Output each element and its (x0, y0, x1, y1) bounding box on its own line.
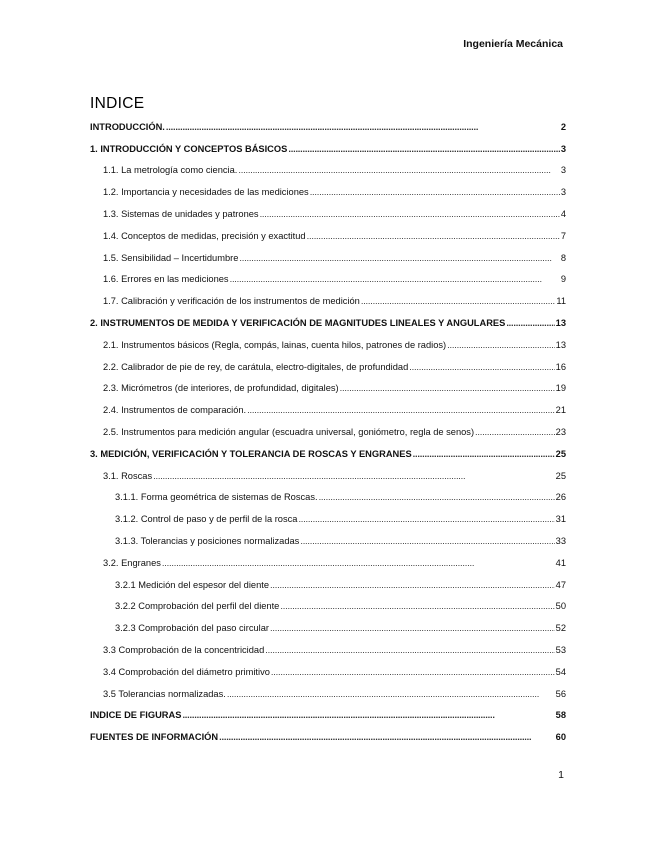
toc-entry-page: 3 (560, 143, 566, 154)
toc-entry-page: 11 (556, 296, 566, 307)
toc-dot-leader (280, 601, 554, 611)
toc-entry[interactable] (90, 334, 566, 356)
toc-dot-leader (310, 187, 560, 197)
toc-entry-page: 33 (555, 536, 566, 547)
toc-entry[interactable] (90, 290, 566, 312)
toc-entry-page: 47 (555, 579, 566, 590)
toc-entry-title: 3.1.2. Control de paso y de perfil de la rosca (115, 514, 298, 525)
toc-entry-page: 50 (555, 601, 566, 612)
toc-dot-leader (340, 383, 555, 393)
toc-entry[interactable] (90, 530, 566, 552)
toc-entry-title: 2. INSTRUMENTOS DE MEDIDA Y VERIFICACIÓN DE MAGNITUDES LINEALES Y ANGULARES (90, 318, 506, 329)
toc-entry-title: 3.2.2 Comprobación del perfil del diente (115, 601, 280, 612)
toc-dot-leader (409, 362, 554, 372)
toc-entry-page: 3 (560, 165, 566, 176)
toc-entry-page: 13 (555, 339, 566, 350)
toc-dot-leader (413, 449, 555, 459)
toc-entry-title: 3.1.1. Forma geométrica de sistemas de Roscas. (115, 492, 318, 503)
toc-entry[interactable] (90, 269, 566, 291)
toc-entry-title: 1.7. Calibración y verificación de los instrumentos de medición (103, 296, 360, 307)
toc-entry[interactable] (90, 465, 566, 487)
toc-entry-page: 4 (560, 209, 566, 220)
toc-entry[interactable] (90, 421, 566, 443)
toc-dot-leader (227, 689, 555, 699)
toc-entry-page: 13 (555, 318, 566, 329)
toc-entry[interactable] (90, 552, 566, 574)
toc-dot-leader (260, 209, 560, 219)
toc-entry[interactable] (90, 683, 566, 705)
toc-entry-title: 2.4. Instrumentos de comparación. (103, 405, 247, 416)
toc-dot-leader (447, 340, 555, 350)
toc-title: INDICE (90, 95, 145, 112)
toc-dot-leader (238, 165, 559, 175)
toc-entry-page: 25 (555, 448, 566, 459)
toc-entry-title: 1.5. Sensibilidad – Incertidumbre (103, 252, 239, 263)
toc-entry-page: 41 (555, 557, 566, 568)
toc-entry-title: 3.4 Comprobación del diámetro primitivo (103, 666, 270, 677)
toc-entry[interactable] (90, 487, 566, 509)
toc-dot-leader (271, 667, 555, 677)
toc-entry-title: 1.1. La metrología como ciencia. (103, 165, 238, 176)
toc-entry[interactable] (90, 596, 566, 618)
table-of-contents (90, 116, 566, 748)
toc-entry-page: 60 (555, 732, 566, 743)
toc-entry-page: 26 (555, 492, 566, 503)
toc-entry-title: 2.5. Instrumentos para medición angular (escuadra universal, goniómetro, regla de senos) (103, 427, 475, 438)
toc-entry-title: 1.4. Conceptos de medidas, precisión y exactitud (103, 230, 306, 241)
toc-dot-leader (239, 253, 559, 263)
toc-dot-leader (270, 623, 555, 633)
toc-dot-leader (230, 274, 560, 284)
toc-dot-leader (298, 514, 554, 524)
toc-entry-page: 2 (560, 121, 566, 132)
toc-entry-page: 53 (555, 645, 566, 656)
toc-entry-title: 3.2.3 Comprobación del paso circular (115, 623, 269, 634)
toc-entry-title: 3.5 Tolerancias normalizadas. (103, 688, 226, 699)
toc-entry-title: 3.1.3. Tolerancias y posiciones normalizadas (115, 536, 300, 547)
toc-dot-leader (288, 144, 559, 154)
toc-entry-title: 1.3. Sistemas de unidades y patrones (103, 209, 259, 220)
toc-entry-page: 7 (560, 230, 566, 241)
toc-entry[interactable] (90, 116, 566, 138)
toc-entry-title: 3.1. Roscas (103, 470, 153, 481)
toc-entry-page: 9 (560, 274, 566, 285)
toc-entry-page: 54 (555, 666, 566, 677)
toc-entry[interactable] (90, 203, 566, 225)
toc-entry-title: 3.2. Engranes (103, 557, 161, 568)
toc-entry[interactable] (90, 639, 566, 661)
toc-entry-page: 31 (555, 514, 566, 525)
toc-entry-page: 25 (555, 470, 566, 481)
toc-dot-leader (182, 710, 554, 720)
toc-dot-leader (270, 580, 555, 590)
toc-entry-title: 1.6. Errores en las mediciones (103, 274, 229, 285)
toc-entry[interactable] (90, 617, 566, 639)
toc-entry-title: 2.1. Instrumentos básicos (Regla, compás, lainas, cuenta hilos, patrones de radios) (103, 339, 447, 350)
toc-entry-title: INDICE DE FIGURAS (90, 710, 182, 721)
toc-dot-leader (361, 296, 556, 306)
toc-entry[interactable] (90, 160, 566, 182)
toc-entry-title: INTRODUCCIÓN. (90, 121, 165, 132)
toc-dot-leader (153, 471, 555, 481)
toc-entry-page: 8 (560, 252, 566, 263)
toc-dot-leader (166, 122, 560, 132)
toc-entry-title: 3. MEDICIÓN, VERIFICACIÓN Y TOLERANCIA DE ROSCAS Y ENGRANES (90, 448, 412, 459)
toc-dot-leader (162, 558, 555, 568)
toc-entry-page: 23 (555, 427, 566, 438)
toc-entry[interactable] (90, 443, 566, 465)
toc-entry-title: 1.2. Importancia y necesidades de las mediciones (103, 187, 309, 198)
toc-dot-leader (219, 732, 555, 742)
toc-entry[interactable] (90, 726, 566, 748)
toc-entry[interactable] (90, 399, 566, 421)
toc-entry[interactable] (90, 574, 566, 596)
toc-entry-title: 2.2. Calibrador de pie de rey, de carátula, electro-digitales, de profundidad (103, 361, 409, 372)
toc-entry[interactable] (90, 378, 566, 400)
toc-entry[interactable] (90, 181, 566, 203)
toc-entry-title: FUENTES DE INFORMACIÓN (90, 732, 219, 743)
toc-entry[interactable] (90, 247, 566, 269)
toc-entry[interactable] (90, 312, 566, 334)
toc-entry-page: 3 (560, 187, 566, 198)
page-number: 1 (558, 769, 564, 781)
toc-dot-leader (307, 231, 560, 241)
toc-dot-leader (265, 645, 554, 655)
toc-entry[interactable] (90, 508, 566, 530)
toc-entry-title: 2.3. Micrómetros (de interiores, de profundidad, digitales) (103, 383, 339, 394)
toc-entry-page: 21 (555, 405, 566, 416)
toc-dot-leader (475, 427, 555, 437)
toc-dot-leader (506, 318, 554, 328)
running-header: Ingeniería Mecánica (463, 38, 563, 50)
toc-entry-page: 19 (555, 383, 566, 394)
toc-entry-title: 3.2.1 Medición del espesor del diente (115, 579, 270, 590)
toc-entry-page: 58 (555, 710, 566, 721)
toc-entry-page: 52 (555, 623, 566, 634)
toc-entry-title: 1. INTRODUCCIÓN Y CONCEPTOS BÁSICOS (90, 143, 288, 154)
toc-dot-leader (300, 536, 554, 546)
toc-entry[interactable] (90, 225, 566, 247)
toc-entry-title: 3.3 Comprobación de la concentricidad (103, 645, 265, 656)
toc-dot-leader (319, 492, 555, 502)
toc-entry[interactable] (90, 661, 566, 683)
toc-dot-leader (247, 405, 555, 415)
toc-entry-page: 56 (555, 688, 566, 699)
toc-entry[interactable] (90, 138, 566, 160)
toc-entry[interactable] (90, 705, 566, 727)
toc-entry-page: 16 (555, 361, 566, 372)
toc-entry[interactable] (90, 356, 566, 378)
